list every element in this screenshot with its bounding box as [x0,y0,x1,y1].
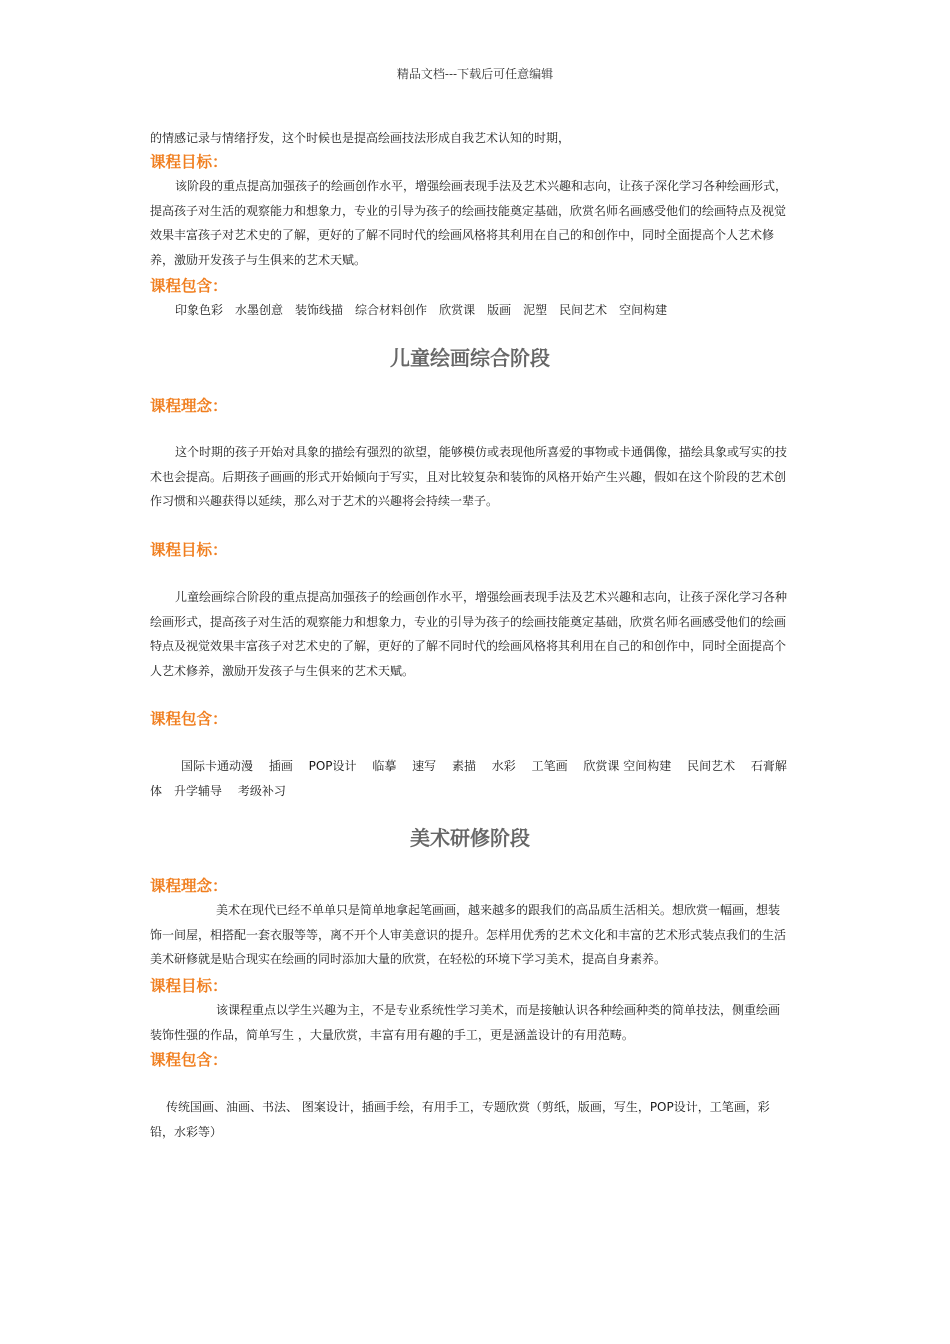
section3-concept-heading: 课程理念： [150,877,228,895]
part1-content-item: 水墨创意 [235,303,284,317]
section2-concept-heading: 课程理念： [150,397,228,415]
part1-content-items [150,298,790,323]
section2-title: 儿童绘画综合阶段 [390,346,550,370]
part1-content-item: 空间构建 [619,303,668,317]
section3-goal-text: 该课程重点以学生兴趣为主，不是专业系统性学习美术，而是接触认识各种绘画种类的简单技法，侧重绘画装饰性强的作品，简单写生 ，大量欣赏，丰富有用有趣的手工，更是涵盖设计的有用范畴。 [150,1003,781,1042]
part1-goal-heading: 课程目标： [150,153,228,171]
intro-text: 的情感记录与情绪抒发，这个时候也是提高绘画技法形成自我艺术认知的时期， [150,131,571,145]
section3-title: 美术研修阶段 [410,826,530,850]
part1-content-item: 欣赏课 [439,303,476,317]
page-header: 精品文档---下载后可任意编辑 [396,67,554,81]
part1-content-list [150,298,790,323]
part1-content-item: 综合材料创作 [355,303,428,317]
section2-goal-heading: 课程目标： [150,541,228,559]
part1-goal-paragraph [150,174,790,272]
section3-content-heading: 课程包含： [150,1051,228,1069]
part1-content-item: 印象色彩 [175,303,224,317]
section2-concept-text: 这个时期的孩子开始对具象的描绘有强烈的欲望，能够模仿或表现他所喜爱的事物或卡通偶像，描绘具象或写实的技术也会提高。后期孩子画画的形式开始倾向于写实，且对比较复杂和装饰的风格开始产生兴趣，假如在这个阶段的艺术创作习惯和兴趣获得以延续，那么对于艺术的兴趣将会持续一辈子。 [150,445,788,508]
part1-goal-text: 该阶段的重点提高加强孩子的绘画创作水平，增强绘画表现手法及艺术兴趣和志向，让孩子深化学习各种绘画形式，提高孩子对生活的观察能力和想象力，专业的引导为孩子的绘画技能奠定基础，欣赏名师名画感受他们的绘画特点及视觉效果丰富孩子对艺术史的了解，更好的了解不同时代的绘画风格将其利用在自己的和创作中，同时全面提高个人艺术修养，激励开发孩子与生俱来的艺术天赋。 [150,179,788,267]
part1-content-item: 装饰线描 [295,303,344,317]
section3-goal-paragraph [150,998,790,1047]
section2-content-paragraph [150,754,790,803]
part1-content-heading: 课程包含： [150,277,228,295]
part1-content-item: 泥塑 [523,303,548,317]
section2-content-heading: 课程包含： [150,710,228,728]
section3-content-text: 传统国画、油画、书法、 图案设计，插画手绘，有用手工，专题欣赏（剪纸，版画，写生，POP设计，工笔画，彩铅，水彩等） [150,1100,770,1139]
section2-goal-paragraph [150,585,790,683]
section3-goal-heading: 课程目标： [150,977,228,995]
section2-concept-paragraph [150,440,790,514]
intro-paragraph [150,126,790,151]
section2-content-text: 国际卡通动漫 插画 POP设计 临摹 速写 素描 水彩 工笔画 欣赏课 空间构建 民间艺术 石膏解体 升学辅导 考级补习 [150,759,787,798]
section3-content-paragraph [150,1095,790,1144]
part1-content-item: 版画 [487,303,512,317]
section3-concept-paragraph [150,898,790,972]
section3-concept-text: 美术在现代已经不单单只是简单地拿起笔画画，越来越多的跟我们的高品质生活相关。想欣赏一幅画，想装饰一间屋，相搭配一套衣服等等，离不开个人审美意识的提升。怎样用优秀的艺术文化和丰富的艺术形式装点我们的生活美术研修就是贴合现实在绘画的同时添加大量的欣赏，在轻松的环境下学习美术，提高自身素养。 [150,903,787,966]
section2-goal-text: 儿童绘画综合阶段的重点提高加强孩子的绘画创作水平，增强绘画表现手法及艺术兴趣和志向，让孩子深化学习各种绘画形式，提高孩子对生活的观察能力和想象力，专业的引导为孩子的绘画技能奠定基础，欣赏名师名画感受他们的绘画特点及视觉效果丰富孩子对艺术史的了解，更好的了解不同时代的绘画风格将其利用在自己的和创作中，同时全面提高个人艺术修养，激励开发孩子与生俱来的艺术天赋。 [150,590,788,678]
part1-content-item: 民间艺术 [559,303,608,317]
